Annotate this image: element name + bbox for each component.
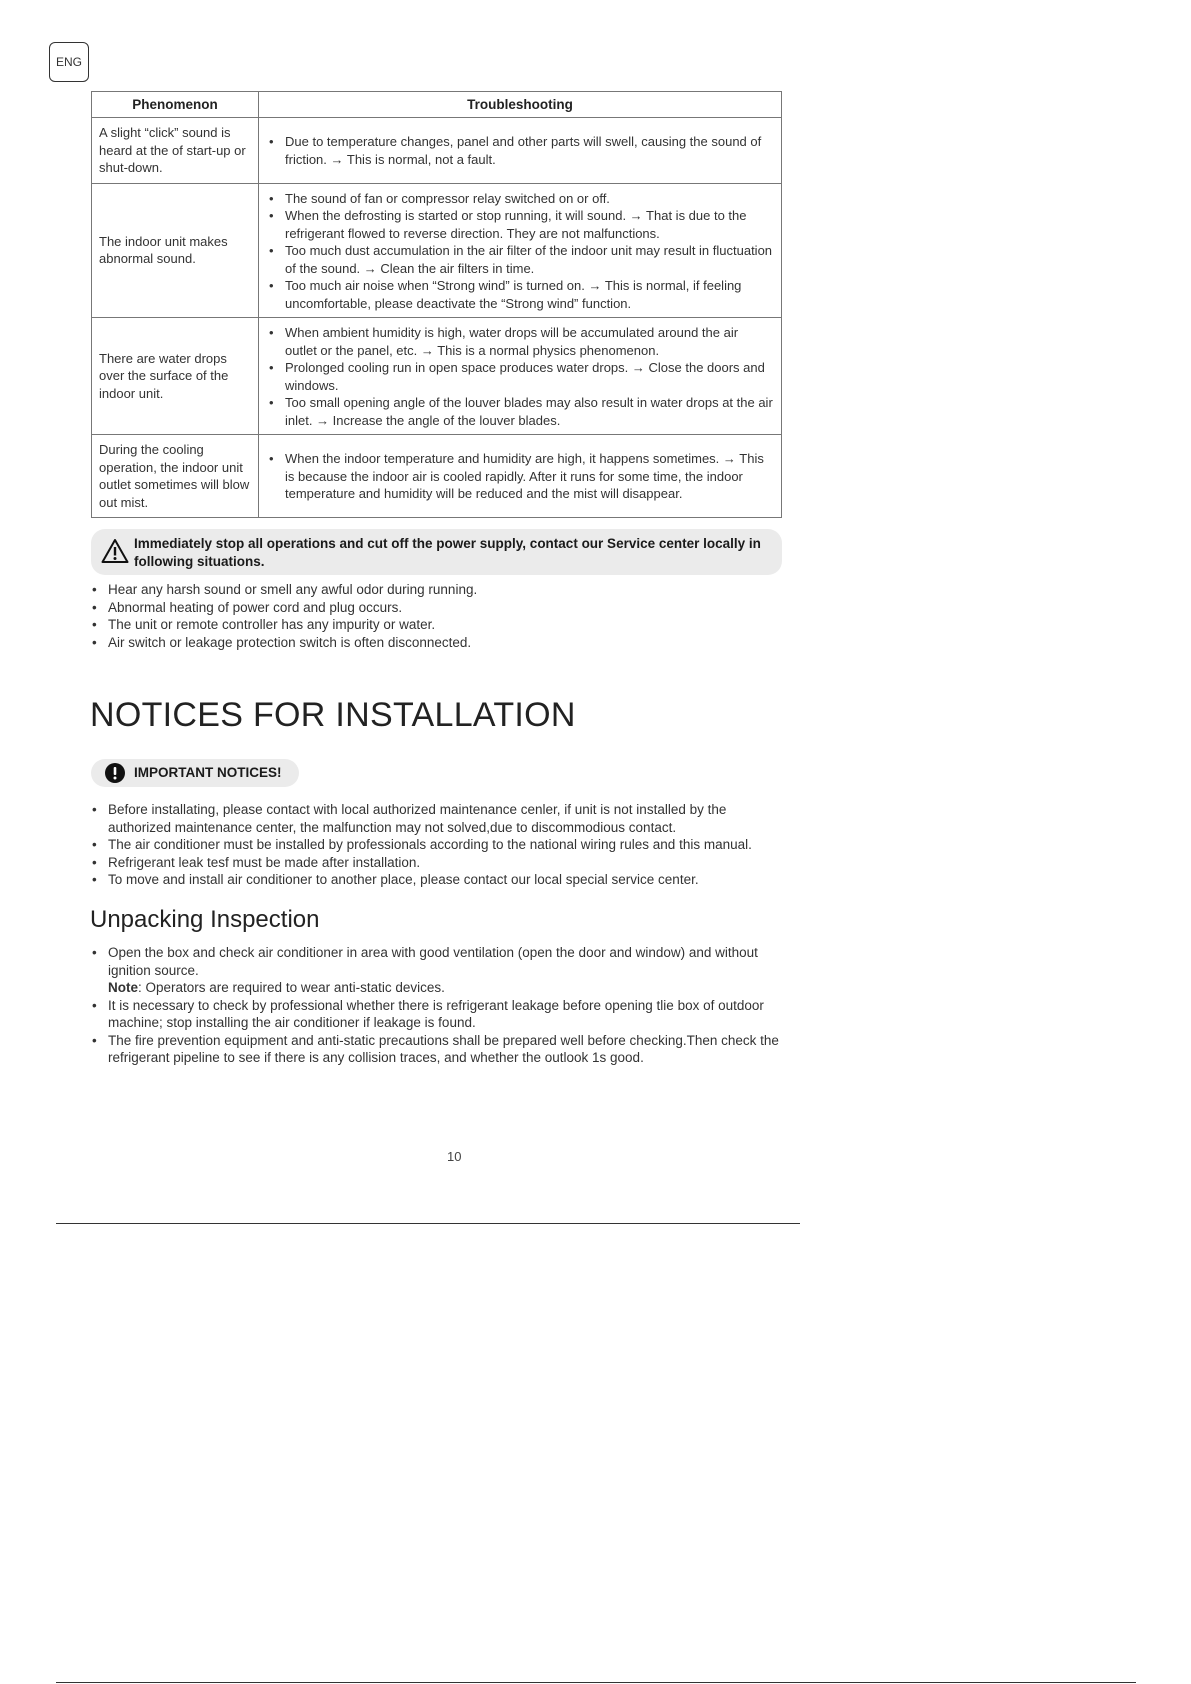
installation-notice-list	[91, 801, 781, 889]
list-item: • Abnormal heating of power cord and plug occurs.	[91, 599, 781, 617]
troubleshooting-table	[91, 91, 782, 518]
page-divider	[56, 1682, 1136, 1683]
column-header-phenomenon: Phenomenon	[92, 92, 259, 118]
section-title: NOTICES FOR INSTALLATION	[90, 696, 576, 734]
important-notice-badge	[91, 759, 299, 787]
column-header-troubleshooting: Troubleshooting	[259, 92, 782, 118]
list-item: • It is necessary to check by professional whether there is refrigerant leakage before opening tlie box of outdoor machine; stop installing the air conditioner if leakage is found.	[91, 997, 783, 1032]
list-item: • To move and install air conditioner to another place, please contact our local special service center.	[91, 871, 781, 889]
language-tag: ENG	[49, 42, 89, 82]
list-item: • The fire prevention equipment and anti-static precautions shall be prepared well before checking.Then check the refrigerant pipeline to see if there is any collision traces, and whether the outlook 1s good.	[91, 1032, 783, 1067]
warning-text: Immediately stop all operations and cut off the power supply, contact our Service center locally in following situations.	[134, 536, 761, 569]
exclamation-icon	[105, 763, 125, 783]
unpacking-item-text: Open the box and check air conditioner in area with good ventilation (open the door and window) and without ignition source.	[108, 945, 758, 978]
important-notice-label: IMPORTANT NOTICES!	[134, 765, 282, 780]
phenomenon-cell: There are water drops over the surface of the indoor unit.	[92, 318, 259, 435]
troubleshooting-item: • When the defrosting is started or stop running, it will sound. → That is due to the refrigerant flowed to reverse direction. They are not malfunctions.	[285, 207, 773, 242]
table-row	[92, 435, 782, 518]
troubleshooting-item: • Too small opening angle of the louver blades may also result in water drops at the air inlet. → Increase the angle of the louver blades.	[285, 394, 773, 429]
warning-box	[91, 529, 782, 575]
troubleshooting-item: • Too much dust accumulation in the air filter of the indoor unit may result in fluctuation of the sound. → Clean the air filters in time.	[285, 242, 773, 277]
list-item: • The unit or remote controller has any impurity or water.	[91, 616, 781, 634]
phenomenon-cell: During the cooling operation, the indoor unit outlet sometimes will blow out mist.	[92, 435, 259, 518]
troubleshooting-cell	[259, 318, 782, 435]
page-number: 10	[447, 1149, 462, 1164]
troubleshooting-item: • Due to temperature changes, panel and other parts will swell, causing the sound of friction. → This is normal, not a fault.	[285, 133, 773, 168]
troubleshooting-item: • The sound of fan or compressor relay switched on or off.	[285, 190, 773, 208]
unpacking-list	[91, 944, 783, 1067]
phenomenon-cell: The indoor unit makes abnormal sound.	[92, 183, 259, 318]
troubleshooting-cell	[259, 183, 782, 318]
list-item: • Hear any harsh sound or smell any awful odor during running.	[91, 581, 781, 599]
table-header-row	[92, 92, 782, 118]
list-item: • Before installating, please contact with local authorized maintenance cenler, if unit is not installed by the authorized maintenance center, the malfunction may not solved,due to discommodious contact.	[91, 801, 781, 836]
table-row	[92, 318, 782, 435]
table-row	[92, 118, 782, 184]
page-divider	[56, 1223, 800, 1224]
troubleshooting-item: • Prolonged cooling run in open space produces water drops. → Close the doors and windows.	[285, 359, 773, 394]
troubleshooting-cell	[259, 435, 782, 518]
troubleshooting-item: • When ambient humidity is high, water drops will be accumulated around the air outlet or the panel, etc. → This is a normal physics phenomenon.	[285, 324, 773, 359]
table-row	[92, 183, 782, 318]
note-label: Note	[108, 980, 138, 995]
warning-triangle-icon	[101, 538, 129, 564]
list-item: • Air switch or leakage protection switch is often disconnected.	[91, 634, 781, 652]
subsection-title: Unpacking Inspection	[90, 906, 320, 933]
warning-list	[91, 581, 781, 651]
list-item	[91, 944, 783, 997]
troubleshooting-item: • Too much air noise when “Strong wind” is turned on. → This is normal, if feeling uncomfortable, please deactivate the “Strong wind” function.	[285, 277, 773, 312]
phenomenon-cell: A slight “click” sound is heard at the of start-up or shut-down.	[92, 118, 259, 184]
list-item: • Refrigerant leak tesf must be made after installation.	[91, 854, 781, 872]
note-text: : Operators are required to wear anti-static devices.	[138, 980, 445, 995]
troubleshooting-item: • When the indoor temperature and humidity are high, it happens sometimes. → This is because the indoor air is cooled rapidly. After it runs for some time, the indoor temperature and humidity will be reduced and the mist will disappear.	[285, 450, 773, 503]
list-item: • The air conditioner must be installed by professionals according to the national wiring rules and this manual.	[91, 836, 781, 854]
troubleshooting-cell	[259, 118, 782, 184]
